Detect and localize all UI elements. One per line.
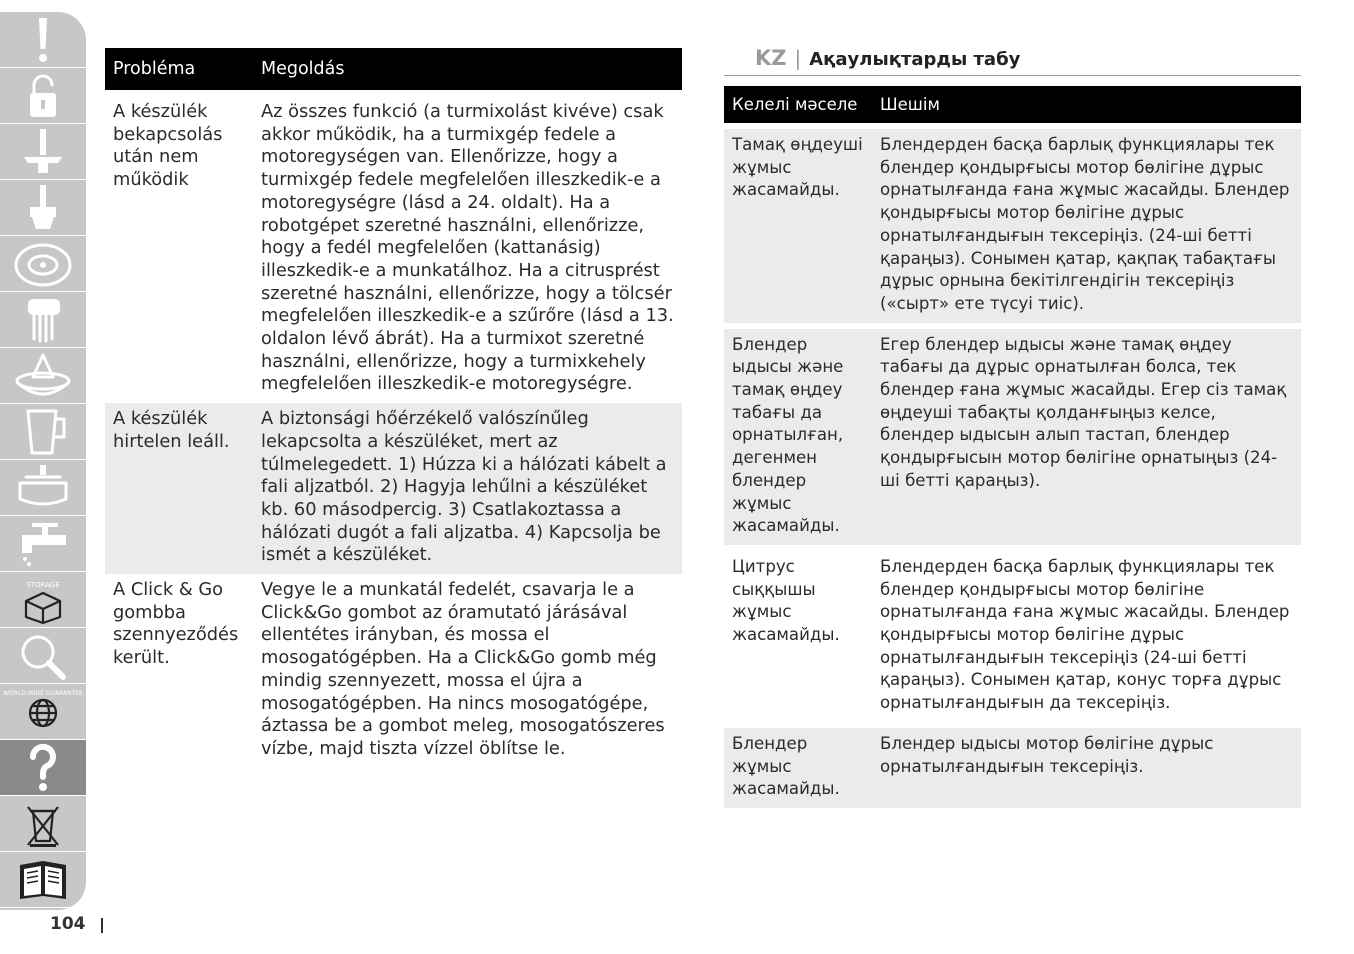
tap-icon[interactable] bbox=[0, 516, 86, 572]
solution-cell: Блендерден басқа барлық функциялары тек блендер қондырғысы мотор бөлігіне дұрыс орнатылғанда ғана жұмыс жасайды. Блендер қондырғысы мотор бөлігіне дұрыс орнатылғандығын тексеріңіз. (24-ші бетті қараңыз). Сонымен қатар, қақпақ табақтағы дұрыс орнына бекітілгендігін тексеріңіз («сырт» ете түсуі тиіс). bbox=[872, 129, 1301, 323]
blender-jar-icon[interactable] bbox=[0, 404, 86, 460]
kneading-blade-icon[interactable] bbox=[0, 180, 86, 236]
heading-separator: | bbox=[794, 46, 802, 70]
unlock-icon[interactable] bbox=[0, 68, 86, 124]
page-number: 104 bbox=[50, 914, 86, 934]
section-heading-kz bbox=[755, 46, 1020, 70]
column-header-problem: Келелі мәселе bbox=[724, 86, 872, 123]
manual-book-icon[interactable] bbox=[0, 852, 86, 908]
storage-box-icon[interactable] bbox=[0, 572, 86, 628]
disc-icon[interactable] bbox=[0, 236, 86, 292]
solution-cell: A biztonsági hőérzékelő valószínűleg lekapcsolta a készüléket, mert az túlmelegedett. 1) Húzza ki a hálózati kábelt a fali aljzatból. 2) Hagyja lehűlni a készüléket kb. 60 másodpercig. 3) Csatlakoztassa a hálózati dugót a fali aljzatba. 4) Kapcsolja be ismét a készüléket. bbox=[253, 403, 682, 574]
table-row bbox=[724, 329, 1301, 545]
problem-cell: A Click & Go gombba szennyeződés került. bbox=[113, 579, 239, 669]
blade-icon[interactable] bbox=[0, 124, 86, 180]
section-title: Ақаулықтарды табу bbox=[809, 49, 1021, 70]
whisk-icon[interactable] bbox=[0, 292, 86, 348]
storage-label: STORAGE bbox=[26, 580, 60, 589]
solution-cell: Vegye le a munkatál fedelét, csavarja le a Click&Go gombot az óramutató járásával ellentétes irányban, és mossa el mosogatógépben. Ha a Click&Go gomb még mindig szennyezett, mossa el újra a mosogatógépben. Ha nincs mosogatógépe, áztassa be a gombot meleg, mosogatószeres vízbe, majd tiszta vízzel öblítse le. bbox=[261, 579, 665, 759]
warning-icon[interactable] bbox=[0, 12, 86, 68]
solution-cell: Егер блендер ыдысы және тамақ өңдеу табағы да дұрыс орнатылған болса, тек блендер ғана жұмыс жасайды. Егер сіз тамақ өңдеуші табақты қолданғыңыз келсе, блендер ыдысын алып тастап, блендер қондырғысын мотор бөлігіне орнатыңыз (24-ші бетті қараңыз). bbox=[872, 329, 1301, 545]
solution-cell: Блендерден басқа барлық функциялары тек блендер қондырғысы мотор бөлігіне орнатылғанда ғана жұмыс жасайды. Блендер қондырғысы мотор бөлігіне дұрыс орнатылғандығын тексеріңіз (24-ші бетті қараңыз). Сонымен қатар, конус торға дұрыс орнатылғандығын да тексеріңіз. bbox=[880, 556, 1290, 713]
page-number-divider bbox=[101, 918, 103, 933]
column-header-problem: Probléma bbox=[105, 48, 253, 90]
column-header-solution: Megoldás bbox=[253, 48, 682, 90]
table-row bbox=[105, 403, 682, 574]
troubleshooting-table-kz bbox=[724, 86, 1301, 808]
solution-cell: Блендер ыдысы мотор бөлігіне дұрыс орнатылғандығын тексеріңіз. bbox=[872, 728, 1301, 808]
question-icon[interactable] bbox=[0, 740, 86, 796]
language-code: KZ bbox=[755, 46, 787, 70]
food-processor-icon[interactable] bbox=[0, 460, 86, 516]
problem-cell: A készülék bekapcsolás után nem működik bbox=[113, 101, 223, 191]
troubleshooting-table-hu bbox=[105, 48, 682, 768]
problem-cell: Блендер жұмыс жасамайды. bbox=[724, 728, 872, 808]
problem-cell: A készülék hirtelen leáll. bbox=[105, 403, 253, 574]
table-row bbox=[724, 551, 1301, 722]
guarantee-label: WORLD-WIDE GUARANTEE bbox=[3, 689, 83, 697]
problem-cell: Цитрус сыққышы жұмыс жасамайды. bbox=[732, 556, 840, 645]
table-row bbox=[105, 574, 682, 768]
table-header-row bbox=[724, 86, 1301, 123]
recycle-bin-crossed-icon[interactable] bbox=[0, 796, 86, 852]
table-row bbox=[724, 129, 1301, 323]
section-icon-strip bbox=[0, 12, 86, 910]
heading-rule bbox=[724, 75, 1301, 76]
problem-cell: Блендер ыдысы және тамақ өңдеу табағы да орнатылған, дегенмен блендер жұмыс жасамайды. bbox=[724, 329, 872, 545]
magnifier-icon[interactable] bbox=[0, 628, 86, 684]
table-header-row bbox=[105, 48, 682, 90]
column-header-solution: Шешім bbox=[872, 86, 1301, 123]
solution-cell: Az összes funkció (a turmixolást kivéve) csak akkor működik, ha a turmixgép fedele a motoregységen van. Ellenőrizze, hogy a turmixgép fedele megfelelően illeszkedik-e a motoregységre (lásd a 24. oldalt). Ha a robotgépet szeretné használni, ellenőrizze, hogy a fedél megfelelően (kattanásig) illeszkedik-e a munkatálhoz. Ha a citrusprést szeretné használni, ellenőrizze, hogy a tölcsér megfelelően illeszkedik-e a szűrőre (lásd a 13. oldalon lévő ábrát). Ha a turmixot szeretné használni, ellenőrizze, hogy a turmixkehely megfelelően illeszkedik-e motoregységre. bbox=[261, 101, 674, 395]
table-row bbox=[724, 728, 1301, 808]
problem-cell: Тамақ өңдеуші жұмыс жасамайды. bbox=[724, 129, 872, 323]
globe-icon[interactable] bbox=[0, 684, 86, 740]
table-row bbox=[105, 96, 682, 403]
citrus-press-icon[interactable] bbox=[0, 348, 86, 404]
